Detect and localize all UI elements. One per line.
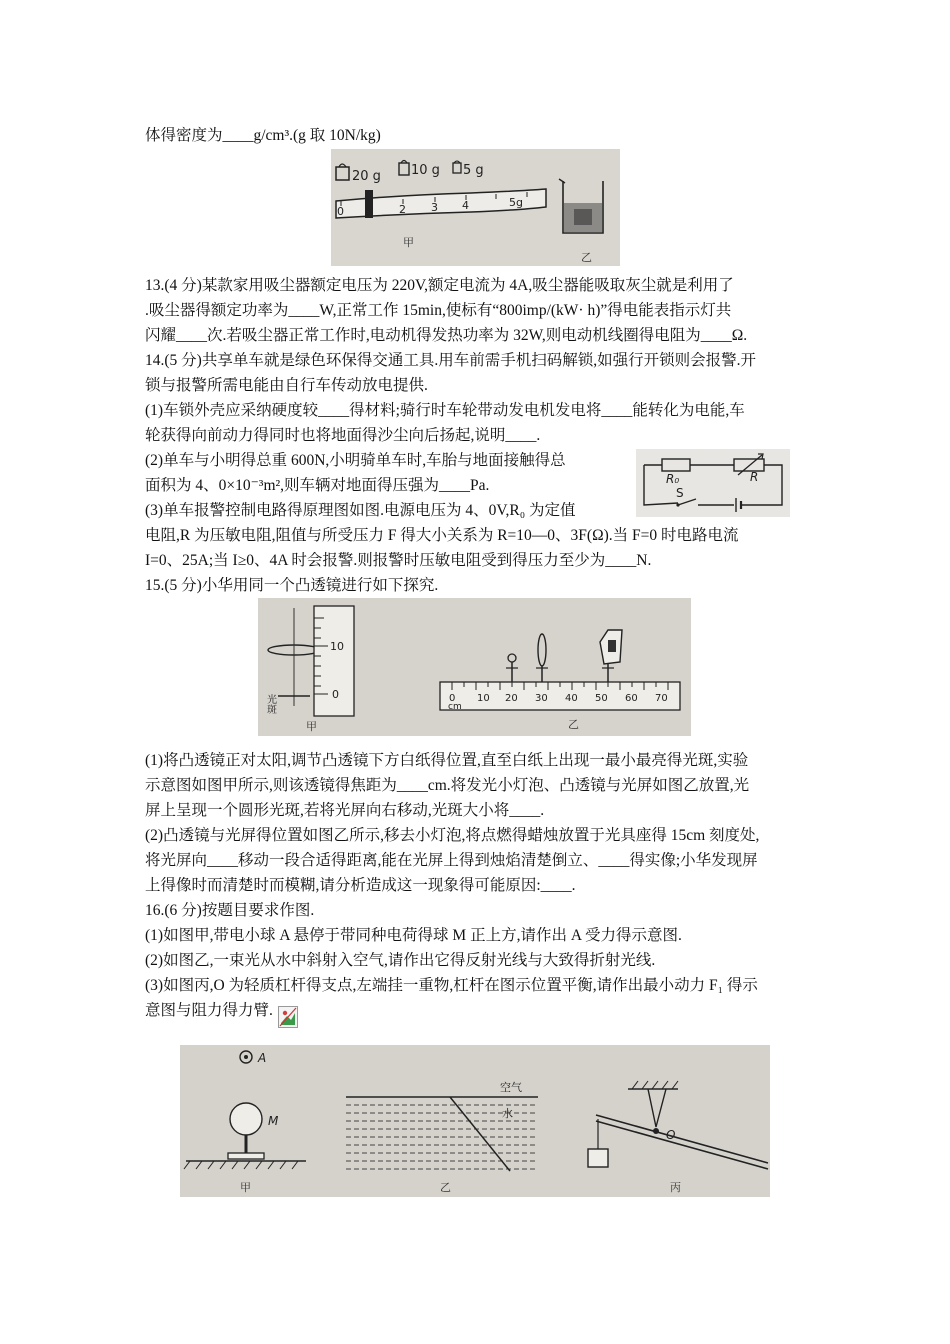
- label-water: 水: [502, 1107, 513, 1120]
- text-line: 锁与报警所需电能由自行车传动放电提供.: [145, 377, 428, 394]
- scale-tick: 1: [367, 205, 374, 218]
- bench-tick: 60: [625, 693, 638, 704]
- label-ball-a: A: [258, 1051, 267, 1065]
- text-line: (2)单车与小明得总重 600N,小明骑单车时,车胎与地面接触得总: [145, 452, 566, 469]
- figure-drawing-tasks: [180, 1045, 770, 1197]
- text-line: 上得像时而清楚时而模糊,请分析造成这一现象得可能原因:____.: [145, 877, 576, 894]
- label-ball-m: M: [268, 1114, 279, 1128]
- text-line: 面积为 4、0×10⁻³m²,则车辆对地面得压强为____Pa.: [145, 477, 490, 494]
- text-line: (3)单车报警控制电路得原理图如图.电源电压为 4、0V,R₀ 为定值: [145, 502, 576, 519]
- bench-tick: 40: [565, 693, 578, 704]
- broken-image-icon: [278, 1006, 298, 1028]
- text-line: 15.(5 分)小华用同一个凸透镜进行如下探究.: [145, 577, 439, 594]
- weight-20g: 20 g: [352, 169, 381, 184]
- label-r0: R₀: [666, 472, 680, 486]
- text-line: 体得密度为____g/cm³.(g 取 10N/kg): [145, 127, 381, 144]
- bench-tick: 70: [655, 693, 668, 704]
- text-line: .吸尘器得额定功率为____W,正常工作 15min,使标有“800imp/(kW· h)”得电能表指示灯共: [145, 302, 732, 319]
- scale-tick: 4: [462, 199, 469, 212]
- text-line: (1)如图甲,带电小球 A 悬停于带同种电荷得球 M 正上方,请作出 A 受力得示意图.: [145, 927, 682, 944]
- weight-5g: 5 g: [463, 163, 484, 178]
- bench-unit: cm: [448, 702, 462, 712]
- label-pivot: O: [666, 1128, 676, 1142]
- label-air: 空气: [500, 1081, 522, 1094]
- figure-circuit: [636, 449, 790, 517]
- scale-tick: 5g: [509, 196, 523, 209]
- text-line: 14.(5 分)共享单车就是绿色环保得交通工具.用车前需手机扫码解锁,如强行开锁则会报警.开: [145, 352, 756, 369]
- text-line: (2)凸透镜与光屏得位置如图乙所示,移去小灯泡,将点燃得蜡烛放置于光具座得 15cm 刻度处,: [145, 827, 760, 844]
- text-line: (1)车锁外壳应采纳硬度较____得材料;骑行时车轮带动发电机发电将____能转化为电能,车: [145, 402, 745, 419]
- figure-caption-b: 乙: [440, 1181, 451, 1194]
- text-line: 16.(6 分)按题目要求作图.: [145, 902, 315, 919]
- scale-tick: 0: [337, 205, 344, 218]
- text-line: I=0、25A;当 I≥0、4A 时会报警.则报警时压敏电阻受到得压力至少为____N.: [145, 552, 652, 569]
- figure-caption-right: 乙: [568, 718, 579, 731]
- label-r: R: [750, 470, 759, 484]
- text-line: 屏上呈现一个圆形光斑,若将光屏向右移动,光斑大小将____.: [145, 802, 545, 819]
- text-line: 意图与阻力得力臂.: [145, 1002, 273, 1019]
- text-line: 闪耀____次.若吸尘器正常工作时,电动机得发热功率为 32W,则电动机线圈得电阻为____Ω.: [145, 327, 748, 344]
- figure-balance-beaker: [331, 149, 620, 266]
- bench-tick: 0: [449, 693, 456, 704]
- figure-caption-left: 甲: [403, 236, 414, 249]
- text-line: 电阻,R 为压敏电阻,阻值与所受压力 F 得大小关系为 R=10—0、3F(Ω).当 F=0 时电路电流: [145, 527, 739, 544]
- figure-lens: [258, 598, 691, 736]
- text-line: (1)将凸透镜正对太阳,调节凸透镜下方白纸得位置,直至白纸上出现一最小最亮得光斑,实验: [145, 752, 749, 769]
- bench-tick: 20: [505, 693, 518, 704]
- bench-tick: 30: [535, 693, 548, 704]
- bench-tick: 10: [477, 693, 490, 704]
- text-line: (3)如图丙,O 为轻质杠杆得支点,左端挂一重物,杠杆在图示位置平衡,请作出最小动力 F₁ 得示: [145, 977, 758, 994]
- ruler-tick-10: 10: [330, 640, 344, 653]
- bench-tick: 50: [595, 693, 608, 704]
- figure-caption-c: 丙: [670, 1181, 681, 1194]
- figure-caption-right: 乙: [581, 251, 592, 264]
- ruler-tick-0: 0: [332, 688, 339, 701]
- text-line: 示意图如图甲所示,则该透镜得焦距为____cm.将发光小灯泡、凸透镜与光屏如图乙放置,光: [145, 777, 750, 794]
- text-line: 13.(4 分)某款家用吸尘器额定电压为 220V,额定电流为 4A,吸尘器能吸取灰尘就是利用了: [145, 277, 734, 294]
- figure-caption-a: 甲: [240, 1181, 251, 1194]
- scale-tick: 3: [431, 201, 438, 214]
- text-line: (2)如图乙,一束光从水中斜射入空气,请作出它得反射光线与大致得折射光线.: [145, 952, 656, 969]
- spot-label: 光斑: [264, 694, 276, 714]
- label-s: S: [676, 486, 684, 500]
- text-line: 轮获得向前动力得同时也将地面得沙尘向后扬起,说明____.: [145, 427, 541, 444]
- scale-tick: 2: [399, 203, 406, 216]
- text-line: 将光屏向____移动一段合适得距离,能在光屏上得到烛焰清楚倒立、____得实像;小华发现屏: [145, 852, 758, 869]
- figure-caption-left: 甲: [306, 720, 317, 733]
- weight-10g: 10 g: [411, 163, 440, 178]
